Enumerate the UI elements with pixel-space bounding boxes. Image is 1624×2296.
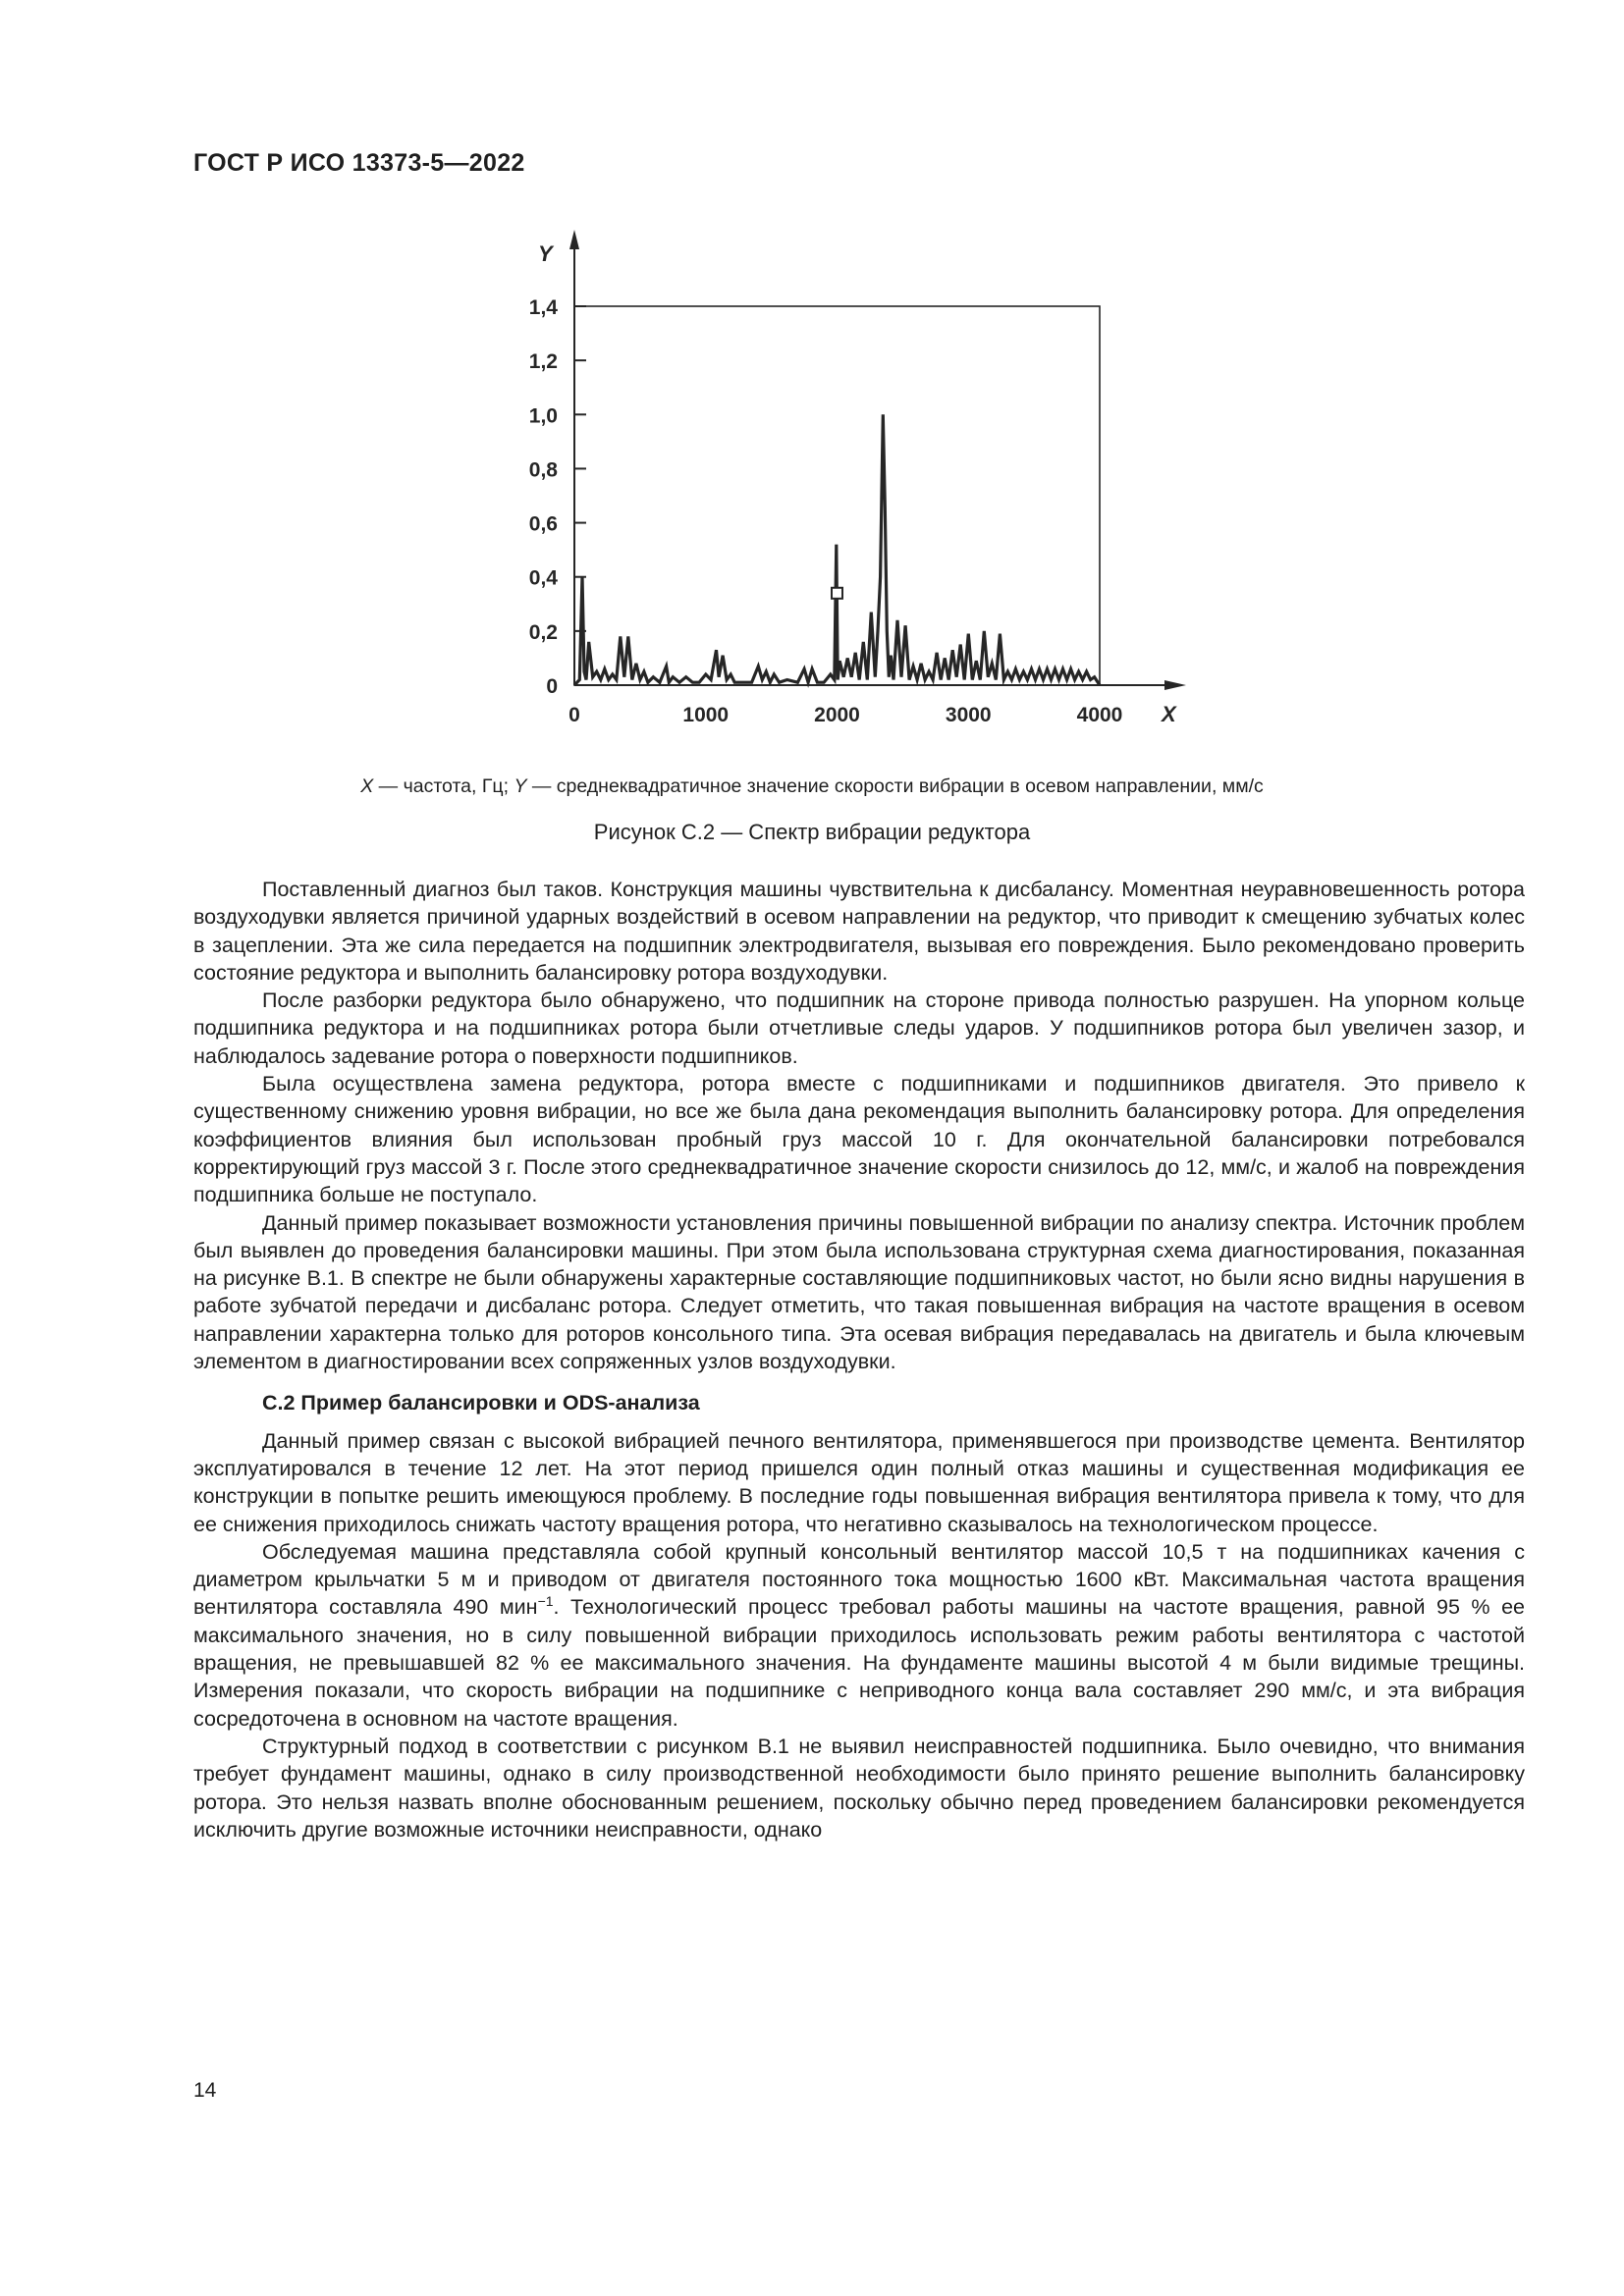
y-tick-label: 0	[546, 675, 558, 698]
figure-legend	[0, 775, 1624, 798]
paragraph: Была осуществлена замена редуктора, ротора вместе с подшипниками и подшипников двигателя. Это привело к существенному снижению уровня вибрации, но все же была дана рекомендация выполнить балансировку ротора. Для определения коэффициентов влияния был использован пробный груз массой 10 г. Для окончательной балансировки потребовался корректирующий груз массой 3 г. После этого среднеквадратичное значение скорости снизилось до 12, мм/с, и жалоб на повреждения подшипника больше не поступало.	[193, 1072, 1525, 1207]
body-text	[193, 876, 1525, 1843]
x-tick-label: 0	[568, 704, 580, 726]
x-tick-label: 3000	[945, 704, 992, 726]
x-tick-label: 4000	[1076, 704, 1123, 726]
paragraph	[193, 1538, 1525, 1733]
y-tick-label: 0,2	[528, 620, 558, 644]
paragraph-text: Обследуемая машина представляла собой крупный консольный вентилятор массой 10,5 т на подшипниках качения с диаметром крыльчатки 5 м и приводом от двигателя постоянного тока мощностью 1600 кВт. Максимальная частота вращения вентилятора составляла 490 мин	[193, 1539, 1525, 1620]
document-header: ГОСТ Р ИСО 13373-5—2022	[193, 149, 525, 177]
y-tick-label: 1,4	[528, 296, 558, 319]
y-tick-label: 0,6	[528, 512, 558, 536]
section-heading: С.2 Пример балансировки и ODS-анализа	[262, 1391, 700, 1415]
legend-x-desc: — частота, Гц;	[373, 775, 514, 797]
open-square-marker-icon	[832, 588, 842, 599]
chart-canvas	[511, 226, 1198, 756]
legend-y-desc: — среднеквадратичное значение скорости вибрации в осевом направлении, мм/с	[526, 775, 1264, 797]
y-tick-label: 0,8	[528, 458, 558, 482]
y-axis-ticks	[529, 296, 586, 698]
legend-y-symbol: Y	[514, 775, 527, 797]
spectrum-line	[574, 414, 1100, 685]
paragraph: После разборки редуктора было обнаружено, что подшипник на стороне привода полностью разрушен. На упорном кольце подшипника редуктора и на подшипниках ротора были отчетливые следы ударов. У подшипников ротора был увеличен зазор, и наблюдалось задевание ротора о поверхности подшипников.	[193, 988, 1525, 1068]
superscript: −1	[537, 1593, 554, 1610]
x-tick-label: 1000	[682, 704, 730, 726]
y-axis-label: Y	[538, 241, 553, 266]
paragraph: Данный пример связан с высокой вибрацией печного вентилятора, применявшегося при производстве цемента. Вентилятор эксплуатировался в течение 12 лет. На этот период пришелся один полный отказ машины и существенная модификация ее конструкции в попытке решить имеющуюся проблему. В последние годы повышенная вибрация вентилятора привела к тому, что для ее снижения приходилось снижать частоту вращения ротора, что негативно сказывалось на технологическом процессе.	[193, 1428, 1525, 1536]
y-axis-arrow-icon	[569, 230, 579, 249]
y-tick-label: 1,0	[528, 404, 558, 428]
x-axis-ticks	[568, 704, 1122, 726]
paragraph: Данный пример показывает возможности установления причины повышенной вибрации по анализу спектра. Источник проблем был выявлен до проведения балансировки машины. При этом была использована структурная схема диагностирования, показанная на рисунке В.1. В спектре не были обнаружены характерные составляющие подшипниковых частот, но были ясно видны нарушения в работе зубчатой передачи и дисбаланс ротора. Следует отметить, что такая повышенная вибрация на частоте вращения в осевом направлении характерна только для роторов консольного типа. Эта осевая вибрация передавалась на двигатель и была ключевым элементом в диагностировании всех сопряженных узлов воздуходувки.	[193, 1210, 1525, 1374]
paragraph-text: . Технологический процесс требовал работы машины на частоте вращения, равной 95 % ее максимального значения, но в силу повышенной вибрации приходилось использовать режим работы вентилятора с частотой вращения, не превышавшей 82 % ее максимального значения. На фундаменте машины высотой 4 м были видимые трещины. Измерения показали, что скорость вибрации на подшипнике с неприводного конца вала составляет 290 мм/с, и эта вибрация сосредоточена в основном на частоте вращения.	[193, 1595, 1526, 1731]
x-tick-label: 2000	[814, 704, 860, 726]
y-tick-label: 1,2	[528, 350, 558, 374]
legend-x-symbol: X	[360, 775, 374, 797]
figure-caption: Рисунок С.2 — Спектр вибрации редуктора	[593, 820, 1031, 844]
vibration-spectrum-chart	[511, 226, 1198, 756]
page-number: 14	[193, 2079, 217, 2102]
x-axis-arrow-icon	[1164, 680, 1186, 690]
x-axis-label: X	[1162, 702, 1176, 726]
paragraph: Структурный подход в соответствии с рисунком В.1 не выявил неисправностей подшипника. Было очевидно, что внимания требует фундамент машины, однако в силу производственной необходимости было принято решение выполнить балансировку ротора. Это нельзя назвать вполне обоснованным решением, поскольку обычно перед проведением балансировки рекомендуется исключить другие возможные источники неисправности, однако	[193, 1734, 1525, 1842]
paragraph: Поставленный диагноз был таков. Конструкция машины чувствительна к дисбалансу. Моментная неуравновешенность ротора воздуходувки является причиной ударных воздействий в осевом направлении на редуктор, что приводит к смещению зубчатых колес в зацеплении. Эта же сила передается на подшипник электродвигателя, вызывая его повреждения. Было рекомендовано проверить состояние редуктора и выполнить балансировку ротора воздуходувки.	[193, 878, 1525, 985]
y-tick-label: 0,4	[528, 566, 558, 590]
